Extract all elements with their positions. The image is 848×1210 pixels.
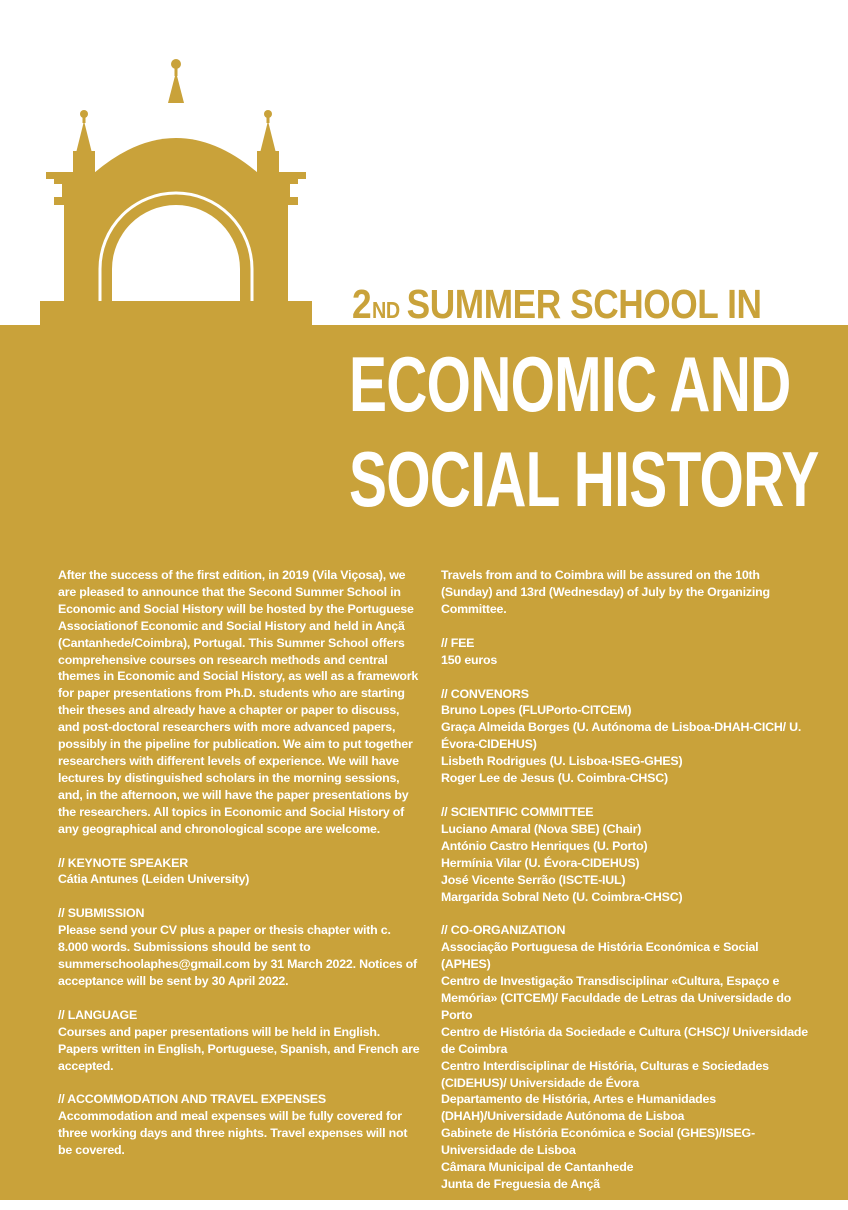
keynote-section (58, 855, 420, 889)
fee-heading: // FEE (441, 635, 475, 650)
submission-section (58, 905, 420, 990)
co-organizer-item: Centro de História da Sociedade e Cultura (CHSC)/ Universidade de Coimbra (441, 1024, 808, 1056)
language-heading: // LANGUAGE (58, 1007, 138, 1022)
accommodation-text: Accommodation and meal expenses will be fully covered for three working days and three nights. Travel expenses will not be covered. (58, 1109, 408, 1158)
co-organization-heading: // CO-ORGANIZATION (441, 923, 566, 938)
title-ordinal-suffix: ND (372, 297, 400, 323)
co-organizer-item: Centro de Investigação Transdisciplinar «Cultura, Espaço e Memória» (CITCEM)/ Faculdade de Letras da Universidade do Porto (441, 974, 792, 1022)
submission-text: Please send your CV plus a paper or thesis chapter with c. 8.000 words. Submissions should be sent to summerschoolaphes@gmail.com by 31 March 2022. Notices of acceptance will be sent by 30 April 2022. (58, 923, 417, 988)
fee-section (441, 635, 811, 669)
committee-member: Margarida Sobral Neto (U. Coimbra-CHSC) (441, 889, 683, 904)
co-organization-section (441, 922, 811, 1193)
title-line-1 (352, 278, 762, 330)
convenors-heading: // CONVENORS (441, 686, 529, 701)
co-organizer-item: Associação Portuguesa de História Económica e Social (APHES) (441, 940, 759, 972)
title-number: 2 (352, 281, 372, 327)
committee-member: José Vicente Serrão (ISCTE-IUL) (441, 872, 626, 887)
right-column (441, 567, 811, 1210)
title-line-2: ECONOMIC AND (349, 340, 791, 428)
accommodation-heading: // ACCOMMODATION AND TRAVEL EXPENSES (58, 1092, 326, 1107)
arch-monument-icon (40, 55, 320, 330)
co-organizer-item: Centro Interdisciplinar de História, Culturas e Sociedades (CIDEHUS)/ Universidade de Évora (441, 1058, 769, 1090)
committee-member: Hermínia Vilar (U. Évora-CIDEHUS) (441, 855, 640, 870)
intro-paragraph: After the success of the first edition, in 2019 (Vila Viçosa), we are pleased to announce that the Second Summer School in Economic and Social History will be hosted by the Portuguese Associationof Economic and Social History and held in Ançã (Cantanhede/Coimbra), Portugal. This Summer School offers comprehensive courses on research methods and central themes in Economic and Social History, as well as a framework for paper presentations from Ph.D. students who are starting their theses and already have a chapter or paper to discuss, and post-doctoral researchers with more advanced papers, possibly in the pipeline for publication. We aim to put together researchers with different levels of experience. We will have lectures by distinguished scholars in the morning sessions, and, in the afternoon, we will have the paper presentations by the researchers. All topics in Economic and Social History of any geographical and chronological scope are welcome. (58, 568, 419, 836)
language-section (58, 1007, 420, 1075)
language-text: Courses and paper presentations will be held in English. Papers written in English, Portuguese, Spanish, and French are accepted. (58, 1024, 420, 1073)
co-organizer-item: Departamento de História, Artes e Humanidades (DHAH)/Universidade Autónoma de Lisboa (441, 1092, 716, 1124)
scientific-committee-section (441, 804, 811, 905)
keynote-text: Cátia Antunes (Leiden University) (58, 872, 250, 887)
submission-heading: // SUBMISSION (58, 906, 145, 921)
scientific-committee-heading: // SCIENTIFIC COMMITTEE (441, 804, 594, 819)
title-line-1-rest: SUMMER SCHOOL IN (406, 281, 762, 327)
convenor-item: Roger Lee de Jesus (U. Coimbra-CHSC) (441, 771, 668, 786)
committee-member: Luciano Amaral (Nova SBE) (Chair) (441, 821, 642, 836)
travels-paragraph: Travels from and to Coimbra will be assured on the 10th (Sunday) and 13rd (Wednesday) of July by the Organizing Committee. (441, 568, 770, 616)
convenors-section (441, 686, 811, 787)
convenor-item: Graça Almeida Borges (U. Autónoma de Lisboa-DHAH-CICH/ U. Évora-CIDEHUS) (441, 720, 802, 752)
keynote-heading: // KEYNOTE SPEAKER (58, 855, 188, 870)
co-organizer-item: Gabinete de História Económica e Social (GHES)/ISEG-Universidade de Lisboa (441, 1126, 755, 1158)
fee-text: 150 euros (441, 652, 498, 667)
accommodation-section (58, 1091, 420, 1159)
left-column (58, 567, 420, 1176)
convenor-item: Lisbeth Rodrigues (U. Lisboa-ISEG-GHES) (441, 754, 683, 769)
co-organizer-item: Junta de Freguesia de Ançã (441, 1177, 600, 1191)
convenor-item: Bruno Lopes (FLUPorto-CITCEM) (441, 703, 632, 718)
title-line-3: SOCIAL HISTORY (349, 435, 819, 523)
committee-member: António Castro Henriques (U. Porto) (441, 838, 648, 853)
co-organizer-item: Câmara Municipal de Cantanhede (441, 1160, 634, 1175)
